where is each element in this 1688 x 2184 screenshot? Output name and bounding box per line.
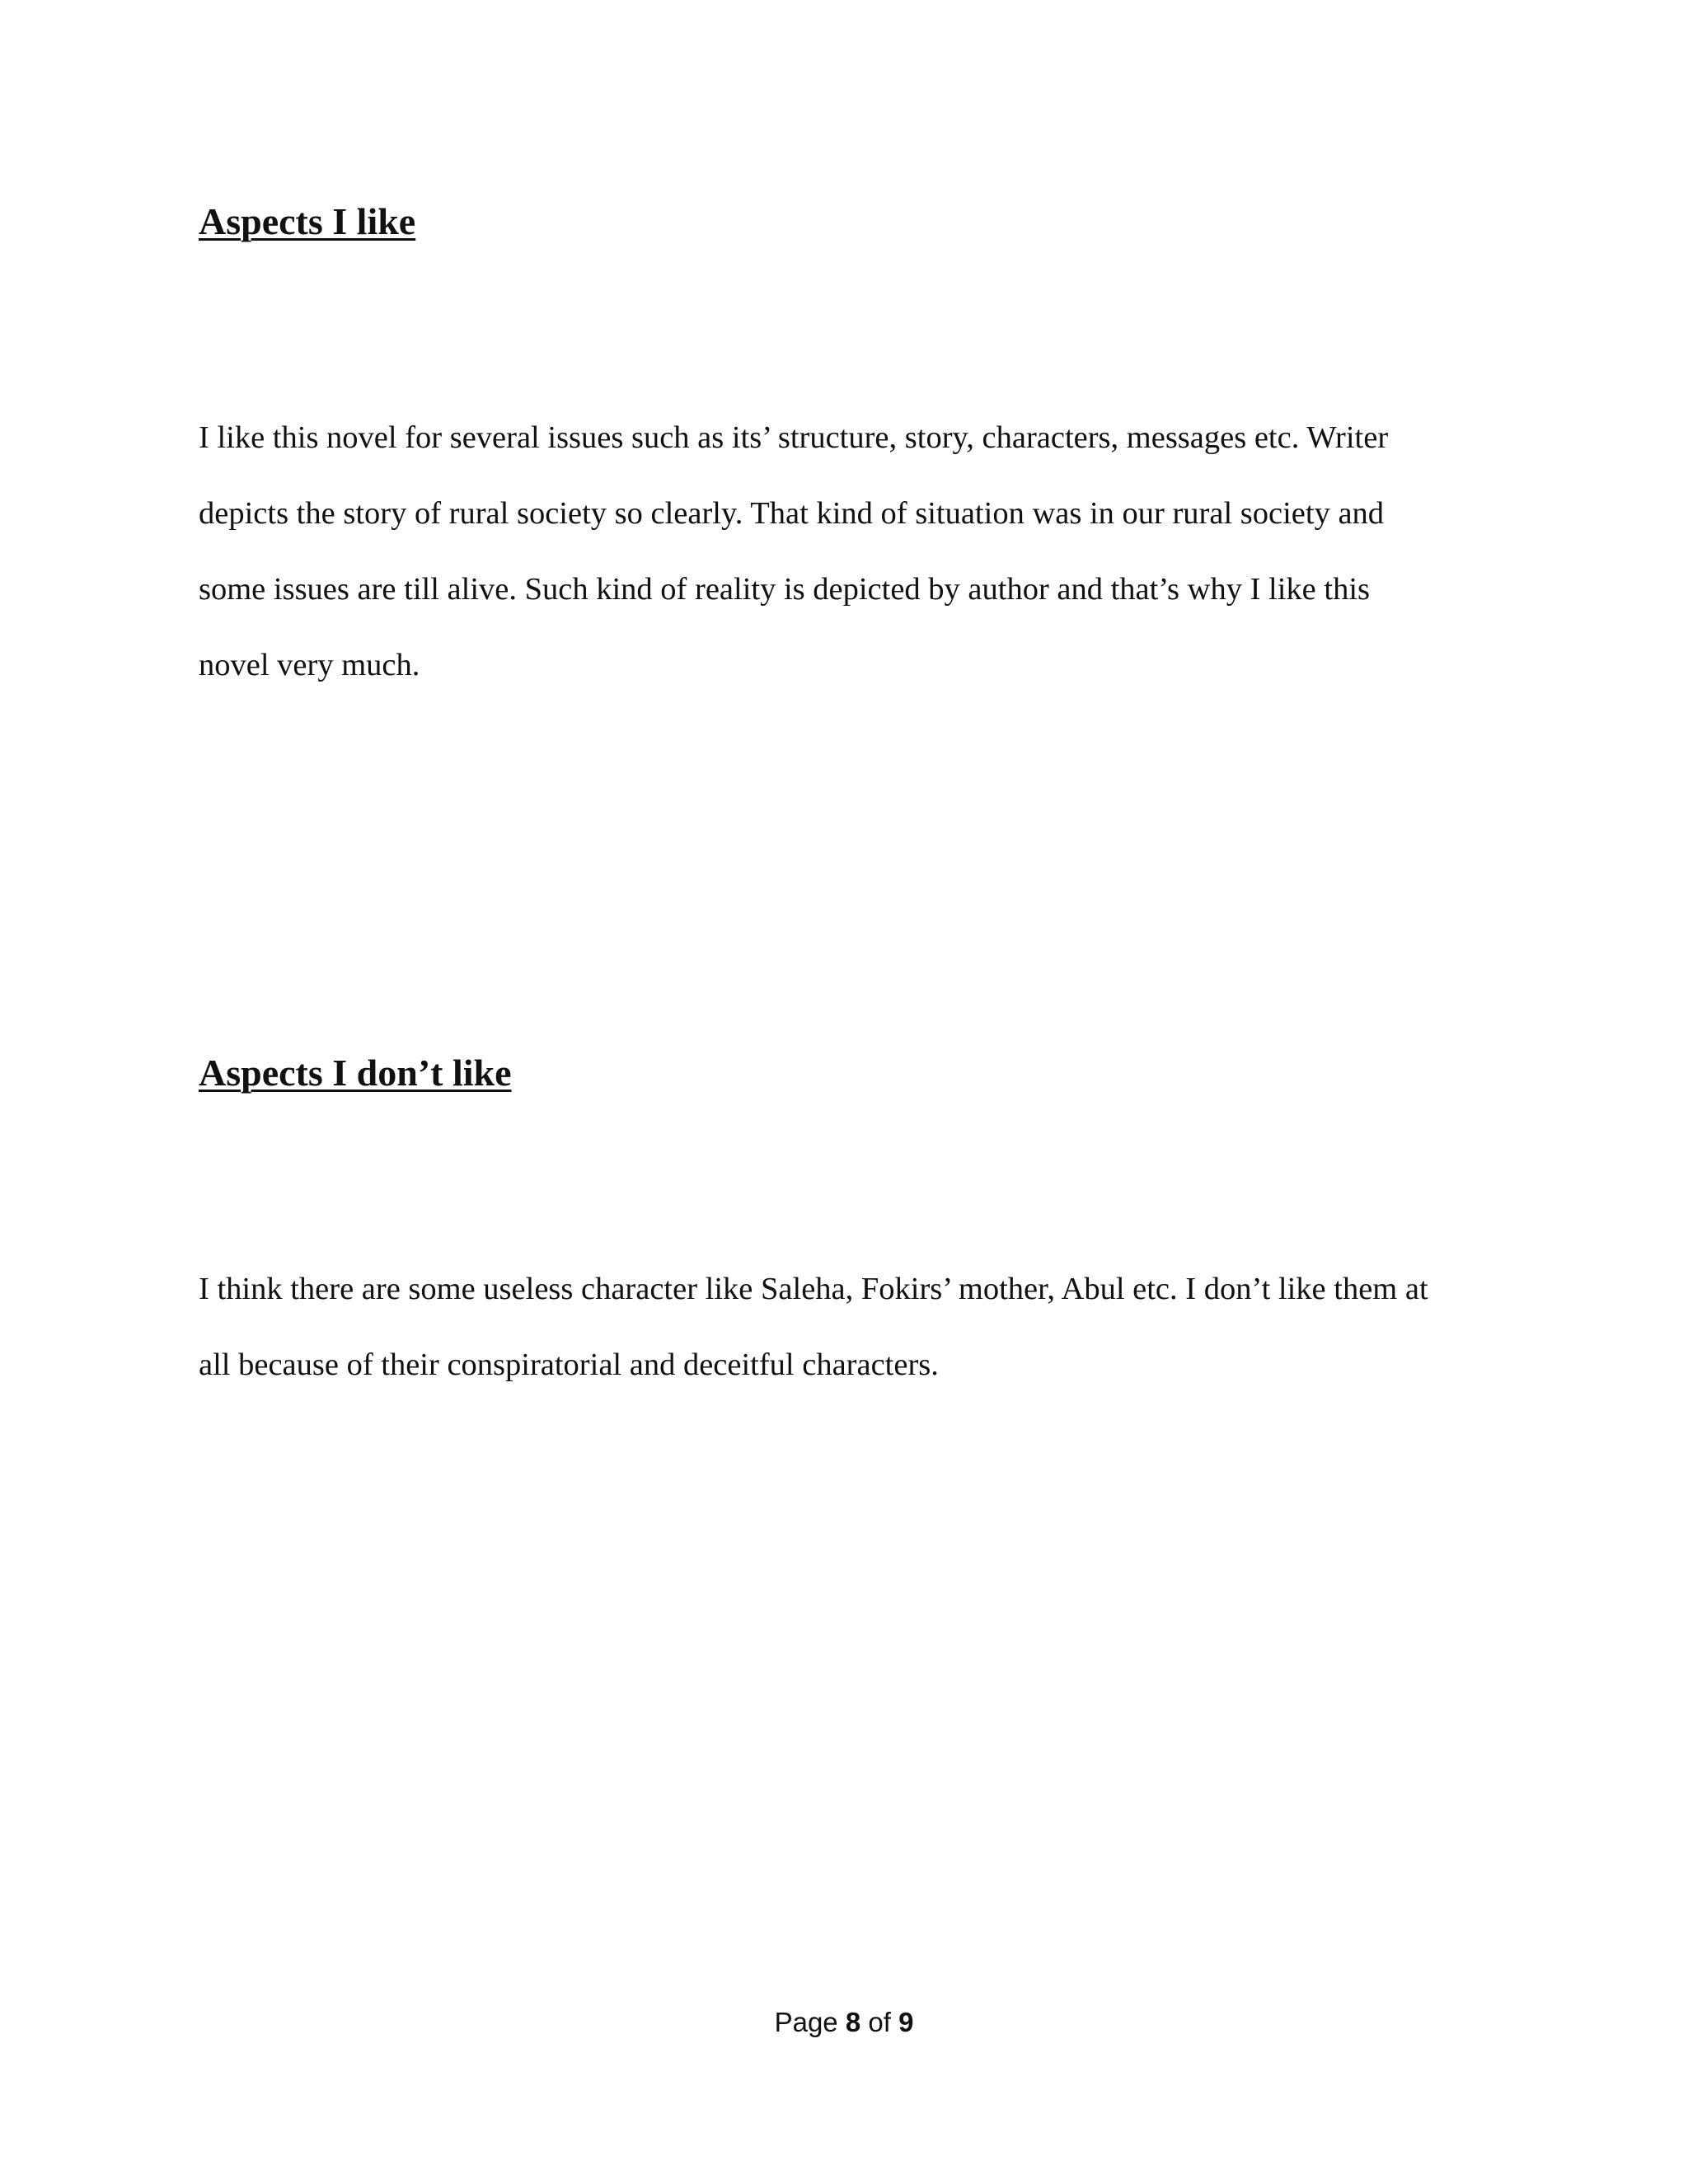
paragraph-line: depicts the story of rural society so clearly. That kind of situation was in our rural society and [199,496,1385,531]
page-footer [0,2004,1688,2041]
paragraph-line: novel very much. [199,648,420,682]
paragraph-line: all because of their conspiratorial and deceitful characters. [199,1347,939,1382]
heading-aspects-i-like: Aspects I like [199,200,416,242]
footer-of-label: of [868,2007,891,2037]
paragraph-line: I think there are some useless character like Saleha, Fokirs’ mother, Abul etc. I don’t like them at [199,1272,1428,1306]
footer-page-label: Page [774,2007,838,2037]
paragraph-line: some issues are till alive. Such kind of reality is depicted by author and that’s why I like this [199,572,1371,607]
paragraph-line: I like this novel for several issues such as its’ structure, story, characters, messages etc. Writer [199,420,1389,455]
heading-aspects-i-dont-like: Aspects I don’t like [199,1052,512,1094]
footer-current-page: 8 [845,2007,861,2037]
footer-total-pages: 9 [898,2007,914,2037]
